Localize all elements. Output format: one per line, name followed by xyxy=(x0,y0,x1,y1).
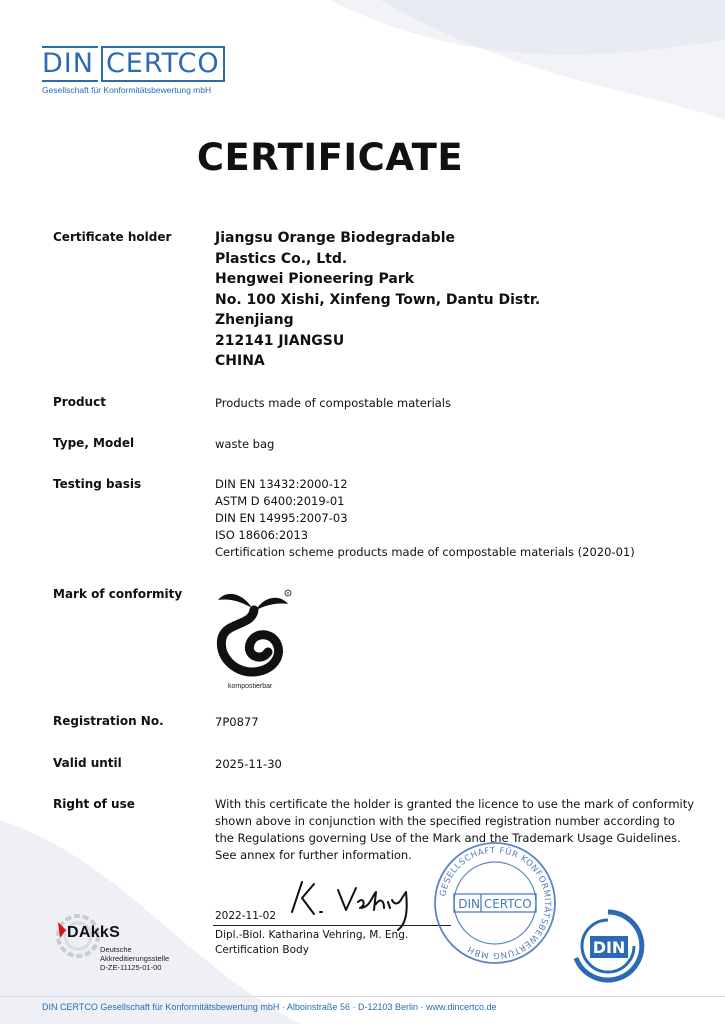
holder-line: Plastics Co., Ltd. xyxy=(215,250,348,267)
holder-line: Jiangsu Orange Biodegradable xyxy=(215,230,455,246)
signatory-role: Certification Body xyxy=(215,944,309,956)
stamp-center-text: DIN CERTCO xyxy=(458,897,532,911)
stamp-ring-text: GESELLSCHAFT FÜR KONFORMITÄTSBEWERTUNG MBH xyxy=(438,845,553,961)
mark-of-conformity-label: Mark of conformity xyxy=(53,587,183,601)
valid-until-label: Valid until xyxy=(53,756,122,770)
page-title: CERTIFICATE xyxy=(196,136,464,179)
product-value: Products made of compostable materials xyxy=(215,396,451,410)
right-of-use-line: shown above in conjunction with the specified registration number according to xyxy=(215,814,675,828)
testing-basis-label: Testing basis xyxy=(53,477,142,491)
testing-basis-line: DIN EN 13432:2000-12 xyxy=(215,477,348,491)
valid-until-value: 2025-11-30 xyxy=(215,757,282,771)
footer-text: DIN CERTCO Gesellschaft für Konformitätsbewertung mbH · Alboinstraße 56 · D-12103 Berlin · www.dincertco.de xyxy=(42,1002,497,1012)
certificate-holder-value xyxy=(215,228,540,372)
dakks-line: Akkreditierungsstelle xyxy=(100,954,170,963)
testing-basis-line: Certification scheme products made of compostable materials (2020-01) xyxy=(215,545,635,559)
right-of-use-label: Right of use xyxy=(53,797,135,811)
testing-basis-line: ISO 18606:2013 xyxy=(215,528,309,542)
din-certco-logo xyxy=(42,46,225,95)
right-of-use-line: With this certificate the holder is granted the licence to use the mark of conformity xyxy=(215,797,695,811)
footer-divider xyxy=(0,996,725,997)
holder-line: Zhenjiang xyxy=(215,312,294,328)
holder-line: CHINA xyxy=(215,353,265,369)
right-of-use-line: See annex for further information. xyxy=(215,848,412,862)
svg-text:R: R xyxy=(286,590,290,596)
din-certco-stamp xyxy=(430,838,560,968)
right-of-use-line: the Regulations governing Use of the Mark and the Trademark Usage Guidelines. xyxy=(215,831,681,845)
holder-line: Hengwei Pioneering Park xyxy=(215,271,415,287)
product-label: Product xyxy=(53,395,106,409)
din-logo-text: DIN xyxy=(592,938,626,957)
signatory-name: Dipl.-Biol. Katharina Vehring, M. Eng. xyxy=(215,929,409,941)
dakks-line: Deutsche xyxy=(100,945,132,954)
testing-basis-line: ASTM D 6400:2019-01 xyxy=(215,494,345,508)
type-model-value: waste bag xyxy=(215,437,275,451)
registration-value: 7P0877 xyxy=(215,715,259,729)
holder-line: 212141 JIANGSU xyxy=(215,332,345,349)
logo-subtitle: Gesellschaft für Konformitätsbewertung mbH xyxy=(42,85,212,95)
din-logo-icon xyxy=(570,908,646,984)
type-model-label: Type, Model xyxy=(53,436,135,450)
dakks-line: D-ZE-11125-01-00 xyxy=(100,963,162,972)
signature-line xyxy=(213,925,451,926)
holder-line: No. 100 Xishi, Xinfeng Town, Dantu Distr. xyxy=(215,291,541,308)
seedling-compostable-icon xyxy=(212,586,296,686)
logo-din-text: DIN xyxy=(42,46,98,82)
certificate-holder-label: Certificate holder xyxy=(53,230,172,244)
dakks-title: DAkkS xyxy=(67,924,121,941)
signature-date: 2022-11-02 xyxy=(215,910,277,922)
registration-label: Registration No. xyxy=(53,714,164,728)
mark-caption: kompostierbar xyxy=(228,683,273,690)
logo-certco-text: CERTCO xyxy=(101,46,225,82)
testing-basis-line: DIN EN 14995:2007-03 xyxy=(215,511,348,525)
testing-basis-value xyxy=(215,476,635,561)
dakks-text xyxy=(100,945,169,972)
